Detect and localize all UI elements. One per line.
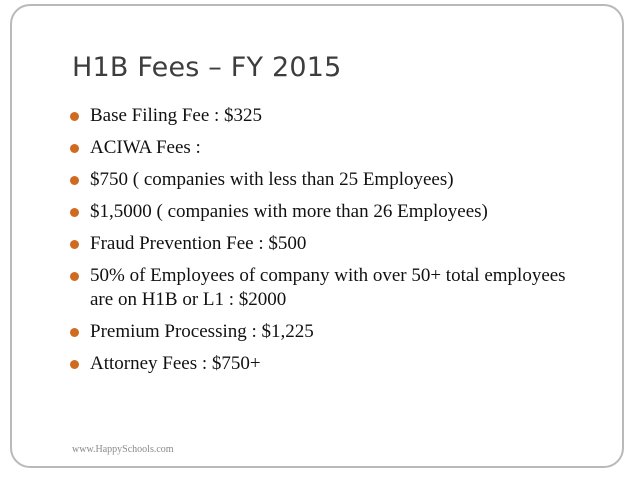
bullet-dot-icon bbox=[70, 208, 79, 217]
footer-website: www.HappySchools.com bbox=[72, 444, 174, 455]
bullet-list bbox=[66, 104, 586, 384]
bullet-item-base-filing-fee bbox=[66, 104, 586, 128]
bullet-dot-icon bbox=[70, 112, 79, 121]
bullet-text: Attorney Fees : $750+ bbox=[90, 353, 261, 374]
bullet-text: $750 ( companies with less than 25 Employees) bbox=[90, 169, 454, 190]
bullet-text: $1,5000 ( companies with more than 26 Employees) bbox=[90, 201, 488, 222]
bullet-item-aciwa-small bbox=[66, 168, 586, 192]
bullet-dot-icon bbox=[70, 272, 79, 281]
bullet-item-premium-processing bbox=[66, 320, 586, 344]
bullet-text: Fraud Prevention Fee : $500 bbox=[90, 233, 307, 254]
bullet-dot-icon bbox=[70, 144, 79, 153]
bullet-dot-icon bbox=[70, 176, 79, 185]
bullet-item-fraud-prevention-fee bbox=[66, 232, 586, 256]
bullet-text: Base Filing Fee : $325 bbox=[90, 105, 263, 126]
bullet-item-aciwa-fees bbox=[66, 136, 586, 160]
bullet-dot-icon bbox=[70, 360, 79, 369]
slide-title: H1B Fees – FY 2015 bbox=[72, 52, 342, 83]
bullet-dot-icon bbox=[70, 328, 79, 337]
bullet-dot-icon bbox=[70, 240, 79, 249]
bullet-text: Premium Processing : $1,225 bbox=[90, 321, 314, 342]
bullet-text: 50% of Employees of company with over 50+ total employees are on H1B or L1 : $2000 bbox=[90, 265, 566, 310]
bullet-item-aciwa-large bbox=[66, 200, 586, 224]
bullet-item-h1b-l1-fee bbox=[66, 264, 586, 312]
bullet-text: ACIWA Fees : bbox=[90, 137, 201, 158]
bullet-item-attorney-fees bbox=[66, 352, 586, 376]
